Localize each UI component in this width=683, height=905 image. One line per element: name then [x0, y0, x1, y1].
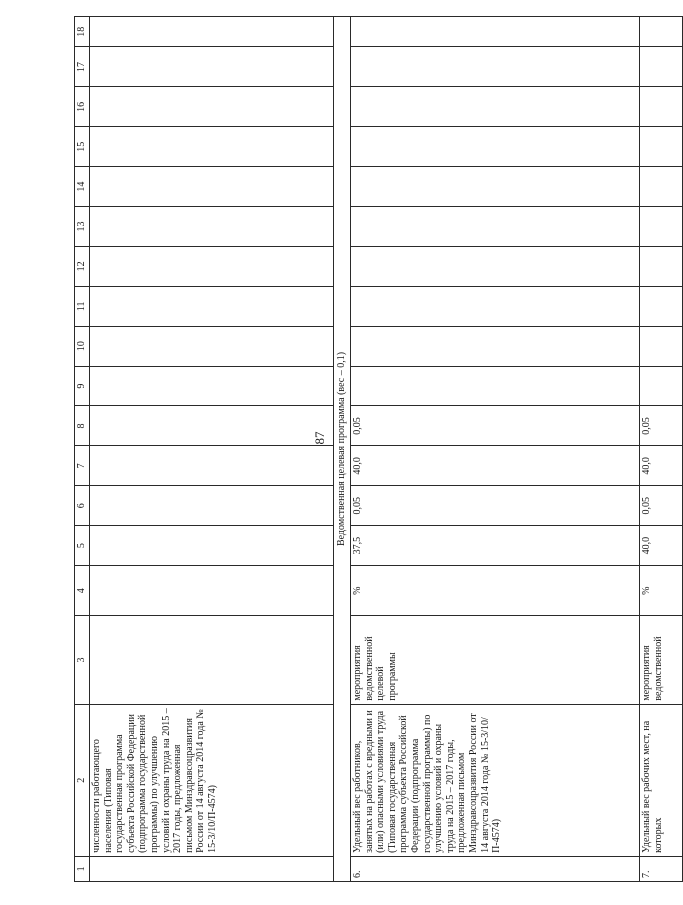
empty-cell — [640, 207, 683, 247]
empty-cell — [90, 366, 334, 406]
empty-cell — [640, 47, 683, 87]
column-header: 18 — [75, 17, 90, 47]
empty-cell — [351, 47, 640, 87]
empty-cell — [640, 87, 683, 127]
empty-cell — [90, 127, 334, 167]
value-cell: 40,0 — [640, 446, 683, 486]
page-number: 87 — [312, 431, 327, 445]
empty-cell — [90, 17, 334, 47]
indicator-cell: Удельный вес рабочих мест, на которых — [640, 704, 683, 856]
value-cell: 37,5 — [351, 526, 640, 566]
empty-cell — [90, 406, 334, 446]
empty-cell — [90, 47, 334, 87]
table-row-continuation — [90, 17, 334, 882]
indicators-table — [74, 16, 683, 882]
empty-cell — [90, 207, 334, 247]
indicator-cell: Удельный вес работников, занятых на работах с вредными и (или) опасными условиями труда (Типовая государственная программа субъекта Российской Федерации (подпрограмма государственной программы) по улучшению условий и охраны труда на 2015 – 2017 годы, предложенная письмом Минздравсоцразвития России от 14 августа 2014 года № 15-3/10/П-4574) — [351, 704, 640, 856]
empty-cell — [90, 326, 334, 366]
column-header: 2 — [75, 704, 90, 856]
empty-cell — [351, 87, 640, 127]
empty-cell — [640, 246, 683, 286]
empty-cell — [90, 446, 334, 486]
empty-cell — [351, 326, 640, 366]
empty-cell — [640, 17, 683, 47]
empty-cell — [90, 486, 334, 526]
column-header: 6 — [75, 486, 90, 526]
empty-cell — [90, 167, 334, 207]
value-cell: 0,05 — [640, 486, 683, 526]
column-header: 11 — [75, 286, 90, 326]
column-header: 5 — [75, 526, 90, 566]
value-cell: 40,0 — [351, 446, 640, 486]
unit-cell: % — [640, 566, 683, 616]
measure-cell: мероприятия ведомственной — [640, 616, 683, 704]
column-header: 7 — [75, 446, 90, 486]
column-header: 17 — [75, 47, 90, 87]
indicator-cell: численности работающего населения (Типовая государственная программа субъекта Российской Федерации (подпрограмма государственной программы) по улучшению условий и охраны труда на 2015 – 2017 годы, предложенная письмом Минздравсоцразвития России от 14 августа 2014 года № 15-3/10/П-4574) — [90, 704, 334, 856]
measure-cell: мероприятия ведомственной целевой программы — [351, 616, 640, 704]
table-row — [640, 17, 683, 882]
column-number-row — [75, 17, 90, 882]
value-cell: 0,05 — [351, 486, 640, 526]
empty-cell — [640, 326, 683, 366]
column-header: 3 — [75, 616, 90, 704]
column-header: 1 — [75, 856, 90, 881]
column-header: 12 — [75, 246, 90, 286]
row-number-cell: 7. — [640, 856, 683, 881]
table-container — [74, 16, 664, 882]
empty-cell — [640, 127, 683, 167]
column-header: 15 — [75, 127, 90, 167]
row-number-cell: 6. — [351, 856, 640, 881]
column-header: 10 — [75, 326, 90, 366]
empty-cell — [351, 286, 640, 326]
empty-cell — [90, 246, 334, 286]
unit-cell: % — [351, 566, 640, 616]
column-header: 4 — [75, 566, 90, 616]
column-header: 14 — [75, 167, 90, 207]
empty-cell — [90, 566, 334, 616]
section-row — [334, 17, 351, 882]
empty-cell — [351, 167, 640, 207]
value-cell: 40,0 — [640, 526, 683, 566]
empty-cell — [90, 87, 334, 127]
empty-cell — [640, 286, 683, 326]
empty-cell — [351, 207, 640, 247]
section-title: Ведомственная целевая программа (вес – 0,1) — [334, 17, 351, 882]
column-header: 8 — [75, 406, 90, 446]
empty-cell — [351, 17, 640, 47]
empty-cell — [640, 167, 683, 207]
column-header: 16 — [75, 87, 90, 127]
row-number-cell — [90, 856, 334, 881]
empty-cell — [351, 366, 640, 406]
empty-cell — [351, 127, 640, 167]
empty-cell — [351, 246, 640, 286]
empty-cell — [640, 366, 683, 406]
table-row — [351, 17, 640, 882]
empty-cell — [90, 286, 334, 326]
value-cell: 0,05 — [640, 406, 683, 446]
empty-cell — [90, 616, 334, 704]
column-header: 13 — [75, 207, 90, 247]
column-header: 9 — [75, 366, 90, 406]
value-cell: 0,05 — [351, 406, 640, 446]
empty-cell — [90, 526, 334, 566]
